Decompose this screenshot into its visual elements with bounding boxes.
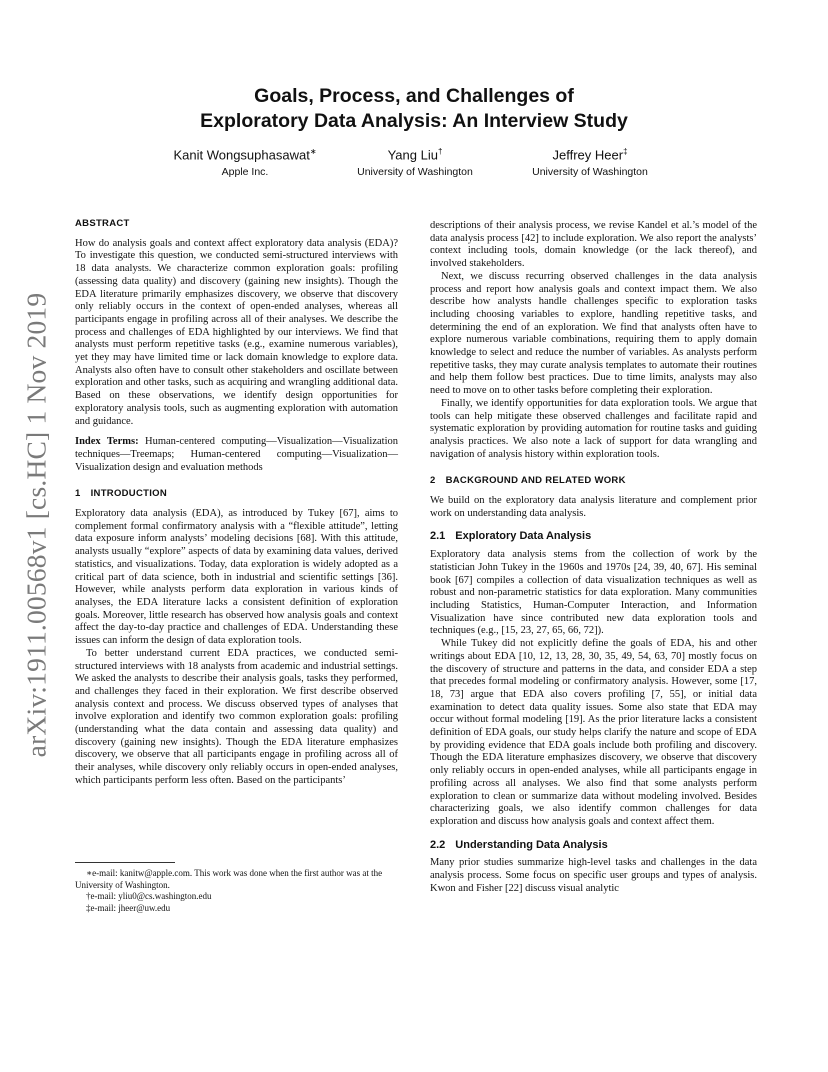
abstract-heading: ABSTRACT bbox=[75, 218, 130, 229]
section-title: INTRODUCTION bbox=[90, 488, 168, 500]
footnote-divider bbox=[75, 862, 175, 863]
author-affiliation: Apple Inc. bbox=[221, 166, 269, 179]
intro-paragraph-4: Next, we discuss recurring observed challenges in the data analysis process and report how analysis goals and context impact them. We also describe how analysts handle challenges specific to exploration tasks including choosing variables to explore, handling repetitive tasks, and determining the end of an exploration. We find that analysts often have to explore numerous variable combinations, requiring them to apply domain knowledge to select and reduce the number of variables. As analysts perform repetitive tasks, they may curate analysis templates to automate their routines and help them follow best practices. Due to time limits, analysts may also need to move on to other tasks before completing their exploration. bbox=[430, 270, 757, 397]
author-block-1 bbox=[160, 144, 330, 179]
footnote-mark: ‡ bbox=[623, 147, 628, 156]
intro-paragraph-5: Finally, we identify opportunities for data exploration tools. We argue that tools can help mitigate these observed challenges and facilitate rapid and systematic exploration by providing automation for routine tasks and guiding analysis practices. We also note a lack of support for data wrangling and navigation of analysis history within exploration tools. bbox=[430, 397, 757, 460]
title-line-1: Goals, Process, and Challenges of bbox=[254, 85, 574, 107]
footnote-2: †e-mail: yliu0@cs.washington.edu bbox=[86, 891, 212, 901]
understanding-paragraph-1: Many prior studies summarize high-level tasks and challenges in the data analysis process. Some focus on specific user groups and types of analysis. Kwon and Fisher [22] discuss visual analytic bbox=[430, 857, 757, 894]
subsection-2-1-heading bbox=[430, 530, 757, 543]
footnote-mark: ∗ bbox=[309, 147, 317, 156]
author-name: Kanit Wongsuphasawat bbox=[173, 147, 310, 163]
author-name: Jeffrey Heer bbox=[552, 147, 624, 163]
footnotes bbox=[75, 868, 398, 914]
eda-paragraph-2: While Tukey did not explicitly define the goals of EDA, his and other writings about EDA [10, 12, 13, 28, 30, 35, 49, 54, 63, 70] mostly focus on the discovery of structure and patterns in the data, and consider EDA a step that precedes formal modeling or confirmatory analysis. However, some [17, 18, 73] argue that EDA also covers profiling [7, 55], or initial data examination to detect data quality issues. Some also state that EDA may occur without formal modeling [19]. As the prior literature lacks a consistent definition of EDA goals, our study helps clarify the nature and scope of EDA by providing evidence that EDA goals include both profiling and discovery. Though the EDA literature emphasizes discovery, we observe that discovery only reliably occurs in open-ended analyses, while all participants engage in profiling across all analyses. We also find that some analysts perform exploration to clean or summarize data without modeling involved. Besides characterizing goals, we also identify common challenges for data exploration and discuss how analysis goals and context affect them. bbox=[430, 638, 757, 827]
author-block-3 bbox=[515, 144, 665, 179]
author-affiliation: University of Washington bbox=[357, 166, 473, 179]
intro-paragraph-1: Exploratory data analysis (EDA), as introduced by Tukey [67], aims to complement formal confirmatory analysis with a “flexible attitude”, letting data exposure inform analysts’ modeling decisions [68]. With this attitude, analysts usually “explore” aspects of data by examining data values, derived statistics, and visualizations. Today, data exploration is widely adopted as a critical part of data science, both in industrial and scientific settings [36]. However, while analysts perform data exploration in various kinds of analyses, the EDA literature lacks a consistent definition of exploration goals. Moreover, little research has observed how analysis goals and context affect the day-to-day practice and challenges of EDA. Understanding these issues can inform the design of data exploration tools. bbox=[75, 508, 398, 647]
subsection-number: 2.1 bbox=[430, 530, 446, 543]
eda-paragraph-1: Exploratory data analysis stems from the collection of work by the statistician John Tukey in the 1960s and 1970s [24, 39, 40, 67]. His seminal book [67] compiles a collection of data visualization techniques as well as robust and non-parametric statistics for data exploration. Many communities including Statistics, Human-Computer Interaction, and Information Visualization have since contributed new data exploration tools and techniques (e.g., [15, 23, 27, 65, 66, 72]). bbox=[430, 549, 757, 637]
section-number: 2 bbox=[430, 475, 436, 487]
subsection-title: Exploratory Data Analysis bbox=[455, 530, 592, 543]
subsection-number: 2.2 bbox=[430, 838, 446, 851]
title-line-2: Exploratory Data Analysis: An Interview Study bbox=[200, 110, 628, 132]
author-name: Yang Liu bbox=[387, 147, 438, 163]
section-2-heading bbox=[430, 475, 757, 488]
subsection-title: Understanding Data Analysis bbox=[455, 838, 608, 851]
author-affiliation: University of Washington bbox=[532, 166, 648, 179]
right-column bbox=[430, 220, 757, 895]
index-terms-text: Human-centered computing—Visualization—Visualization techniques—Treemaps; Human-centered computing—Visualization—Visualization design and evaluation methods bbox=[75, 436, 398, 473]
abstract-body: How do analysis goals and context affect exploratory data analysis (EDA)? To investigate this question, we conducted semi-structured interviews with 18 data analysts. We characterize common exploration goals: profiling (assessing data quality) and discovery (gaining new insights). Though the EDA literature primarily emphasizes discovery, we observe that discovery only reliably occurs in the context of open-ended analyses, whereas all participants engage in profiling across all of their analyses. We describe the process and challenges of EDA highlighted by our interviews. We find that analysts must perform repetitive tasks (e.g., examine numerous variables), yet they may have limited time or lack domain knowledge to explore data. Analysts also often have to consult other stakeholders and oscillate between exploration and other tasks, such as acquiring and wrangling additional data. Based on these observations, we identify design opportunities for exploratory analysis tools, such as augmenting exploration with automation and guidance. bbox=[75, 237, 398, 427]
intro-paragraph-3: descriptions of their analysis process, we revise Kandel et al.’s model of the data analysis process [42] to include exploration. We also report the analysts’ context including tools, domain knowledge (or the lack thereof), and involved stakeholders. bbox=[430, 220, 757, 270]
intro-paragraph-2: To better understand current EDA practices, we conducted semi-structured interviews with 18 analysts from academic and industrial settings. We asked the analysts to describe their analysis goals, tasks they performed, and challenges they faced in their exploration. We first describe observed analysis context and process. We discuss observed types of analyses that involve exploration and identify two common exploration goals: profiling (understanding what the data contain and assessing data quality) and discovery (gaining new insights). Though the EDA literature emphasizes discovery, we observe that all participants engage in profiling across all of their analyses, while discovery only reliably occurs in open-ended analyses, which participants perform less often. Based on the participants’ bbox=[75, 647, 398, 786]
footnote-mark: † bbox=[437, 147, 443, 156]
author-block-2 bbox=[340, 144, 490, 179]
left-column bbox=[75, 218, 398, 788]
index-terms bbox=[75, 436, 398, 474]
background-intro: We build on the exploratory data analysis literature and complement prior work on understanding data analysis. bbox=[430, 495, 757, 519]
subsection-2-2-heading bbox=[430, 839, 757, 852]
arxiv-id-text[interactable]: arXiv:1911.00568v1 [cs.HC] 1 Nov 2019 bbox=[20, 292, 52, 758]
section-number: 1 bbox=[75, 488, 81, 500]
arxiv-identifier-stamp bbox=[16, 290, 56, 760]
section-title: BACKGROUND AND RELATED WORK bbox=[445, 475, 626, 487]
index-terms-label: Index Terms: bbox=[75, 436, 139, 448]
footnote-3: ‡e-mail: jheer@uw.edu bbox=[86, 902, 171, 913]
footnote-1: ∗e-mail: kanitw@apple.com. This work was done when the first author was at the University of Washington. bbox=[75, 868, 383, 890]
paper-title bbox=[0, 84, 828, 134]
section-1-heading bbox=[75, 488, 398, 501]
